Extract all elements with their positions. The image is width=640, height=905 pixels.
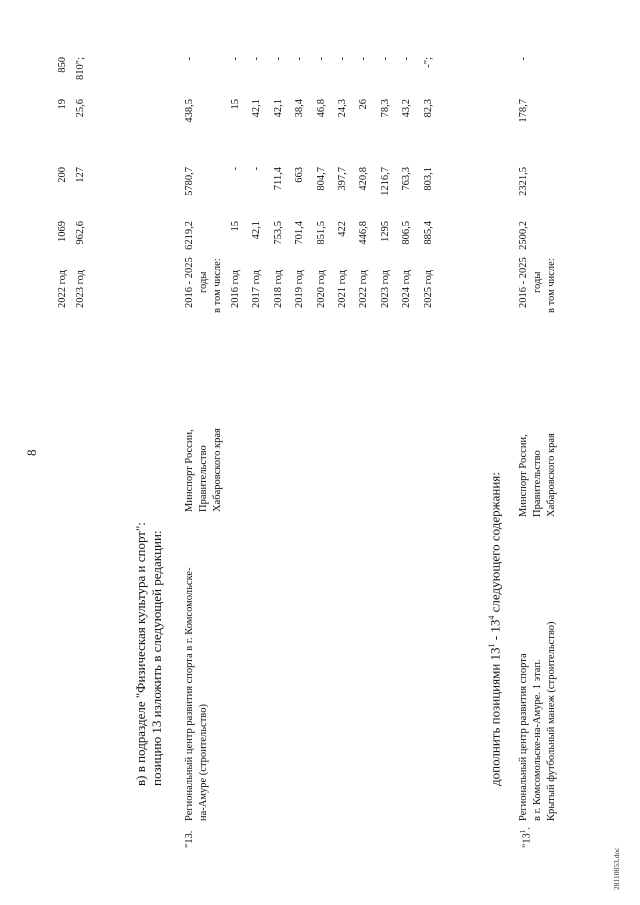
intro-line-2: позицию 13 изложить в следующей редакции: [149, 530, 164, 786]
row-period: 2023 год [379, 270, 391, 308]
position-13-responsible-line-1: Минспорт России, [184, 429, 195, 512]
supplement-sup-1: 1 [487, 643, 496, 648]
position-13-responsible-line-3: Хабаровского края [212, 428, 223, 512]
row-other: - [315, 57, 327, 61]
continued-other: 850 [57, 57, 68, 73]
row-period: 2020 год [315, 270, 327, 308]
position-13-1-federal: 2321,5 [518, 167, 529, 196]
supplement-dash: - 13 [487, 619, 503, 644]
row-total: 885,4 [422, 221, 434, 245]
row-other: - [337, 57, 348, 61]
position-13-1-name-line-3: Крытый футбольный манеж (строительство) [546, 621, 557, 821]
row-other: - [251, 57, 263, 61]
supplement-paragraph [484, 472, 503, 786]
row-regional: 15 [230, 99, 241, 110]
row-total: 446,8 [358, 221, 370, 245]
position-13-name-line-1: Региональный центр развития спорта в г. Комсомольске- [184, 567, 195, 821]
row-federal: 397,7 [337, 167, 348, 191]
row-total: 851,5 [315, 221, 327, 245]
continued-total: 962,6 [75, 221, 86, 245]
position-13-1-period-line-1: 2016 - 2025 [518, 257, 529, 308]
row-regional: 78,3 [379, 99, 391, 118]
intro-line-1: в) в подразделе "Физическая культура и спорт": [133, 522, 148, 786]
row-period: 2017 год [251, 270, 263, 308]
total-federal: 5780,7 [184, 167, 195, 196]
row-regional: 46,8 [315, 99, 327, 118]
row-total: 15 [230, 221, 241, 232]
continued-period: 2023 год [75, 270, 86, 308]
row-other: - [358, 57, 370, 61]
position-13-1-responsible-line-3: Хабаровского края [546, 433, 557, 517]
row-other: - [294, 57, 306, 61]
row-period: 2024 год [401, 270, 413, 308]
row-other: - [272, 57, 284, 61]
row-federal: 711,4 [272, 167, 284, 191]
row-federal: - [230, 167, 241, 171]
row-regional: 82,3 [422, 99, 434, 118]
row-other: - [379, 57, 391, 61]
file-name: 28110853.doc [612, 847, 621, 890]
row-regional: 24,3 [337, 99, 348, 118]
row-period: 2016 год [230, 270, 241, 308]
position-13-1-including-label: в том числе: [546, 258, 557, 313]
row-period: 2019 год [294, 270, 306, 308]
total-regional: 438,5 [184, 99, 195, 123]
row-federal: 763,3 [401, 167, 413, 191]
row-period: 2018 год [272, 270, 284, 308]
position-13-1-period-line-2: годы [532, 271, 543, 293]
position-13-1-responsible-line-2: Правительство [532, 450, 543, 517]
row-regional: 26 [358, 99, 370, 110]
supplement-sup-4: 4 [487, 615, 496, 620]
position-13-1-name-line-2: в г. Комсомольске-на-Амуре. 1 этап. [532, 659, 543, 821]
row-other: - [401, 57, 413, 61]
continued-total: 1069 [57, 221, 68, 242]
position-13-1-number-sup: 1 [519, 829, 527, 834]
position-13-name-line-2: на-Амуре (строительство) [198, 704, 209, 821]
row-total: 753,5 [272, 221, 284, 245]
total-other: - [184, 57, 195, 61]
position-13-number: "13. [184, 830, 195, 848]
row-total: 806,5 [401, 221, 413, 245]
position-13-1-number [517, 827, 534, 848]
row-federal: 803,1 [422, 167, 434, 191]
supplement-text-after: следующего содержания: [487, 472, 503, 616]
continued-federal: 127 [75, 167, 86, 183]
row-federal: 420,8 [358, 167, 370, 191]
row-total: 701,4 [294, 221, 306, 245]
row-federal: 663 [294, 167, 306, 183]
page-number: 8 [24, 449, 39, 456]
row-period: 2022 год [358, 270, 370, 308]
row-regional: 42,1 [272, 99, 284, 118]
row-period: 2025 год [422, 270, 434, 308]
position-13-1-total: 2500,2 [518, 221, 529, 250]
row-regional: 42,1 [251, 99, 263, 118]
position-13-responsible-line-2: Правительство [198, 445, 209, 512]
row-regional: 43,2 [401, 99, 413, 118]
total-period-line-1: 2016 - 2025 [184, 257, 195, 308]
row-federal: 1216,7 [379, 167, 391, 196]
continued-regional: 25,6 [75, 99, 86, 118]
position-13-1-responsible-line-1: Минспорт России, [518, 434, 529, 517]
including-label: в том числе: [212, 258, 223, 313]
continued-federal: 200 [57, 167, 68, 183]
position-13-1-other: - [518, 57, 529, 61]
row-federal: 804,7 [315, 167, 327, 191]
position-13-1-number-dot: . [521, 827, 533, 830]
row-total: 1295 [379, 221, 391, 242]
continued-other: 810"; [75, 57, 86, 80]
position-13-1-name-line-1: Региональный центр развития спорта [518, 653, 529, 821]
row-other: -"; [422, 57, 434, 68]
row-other: - [230, 57, 241, 61]
continued-period: 2022 год [57, 270, 68, 308]
total-value: 6219,2 [184, 221, 195, 250]
position-13-1-number-text: "13 [521, 833, 533, 848]
row-regional: 38,4 [294, 99, 306, 118]
row-total: 42,1 [251, 221, 263, 240]
row-federal: - [251, 167, 263, 171]
continued-regional: 19 [57, 99, 68, 110]
supplement-text-before: дополнить позициями 13 [487, 647, 503, 786]
total-period-line-2: годы [198, 271, 209, 293]
row-total: 422 [337, 221, 348, 237]
position-13-1-regional: 178,7 [518, 99, 529, 123]
row-period: 2021 год [337, 270, 348, 308]
